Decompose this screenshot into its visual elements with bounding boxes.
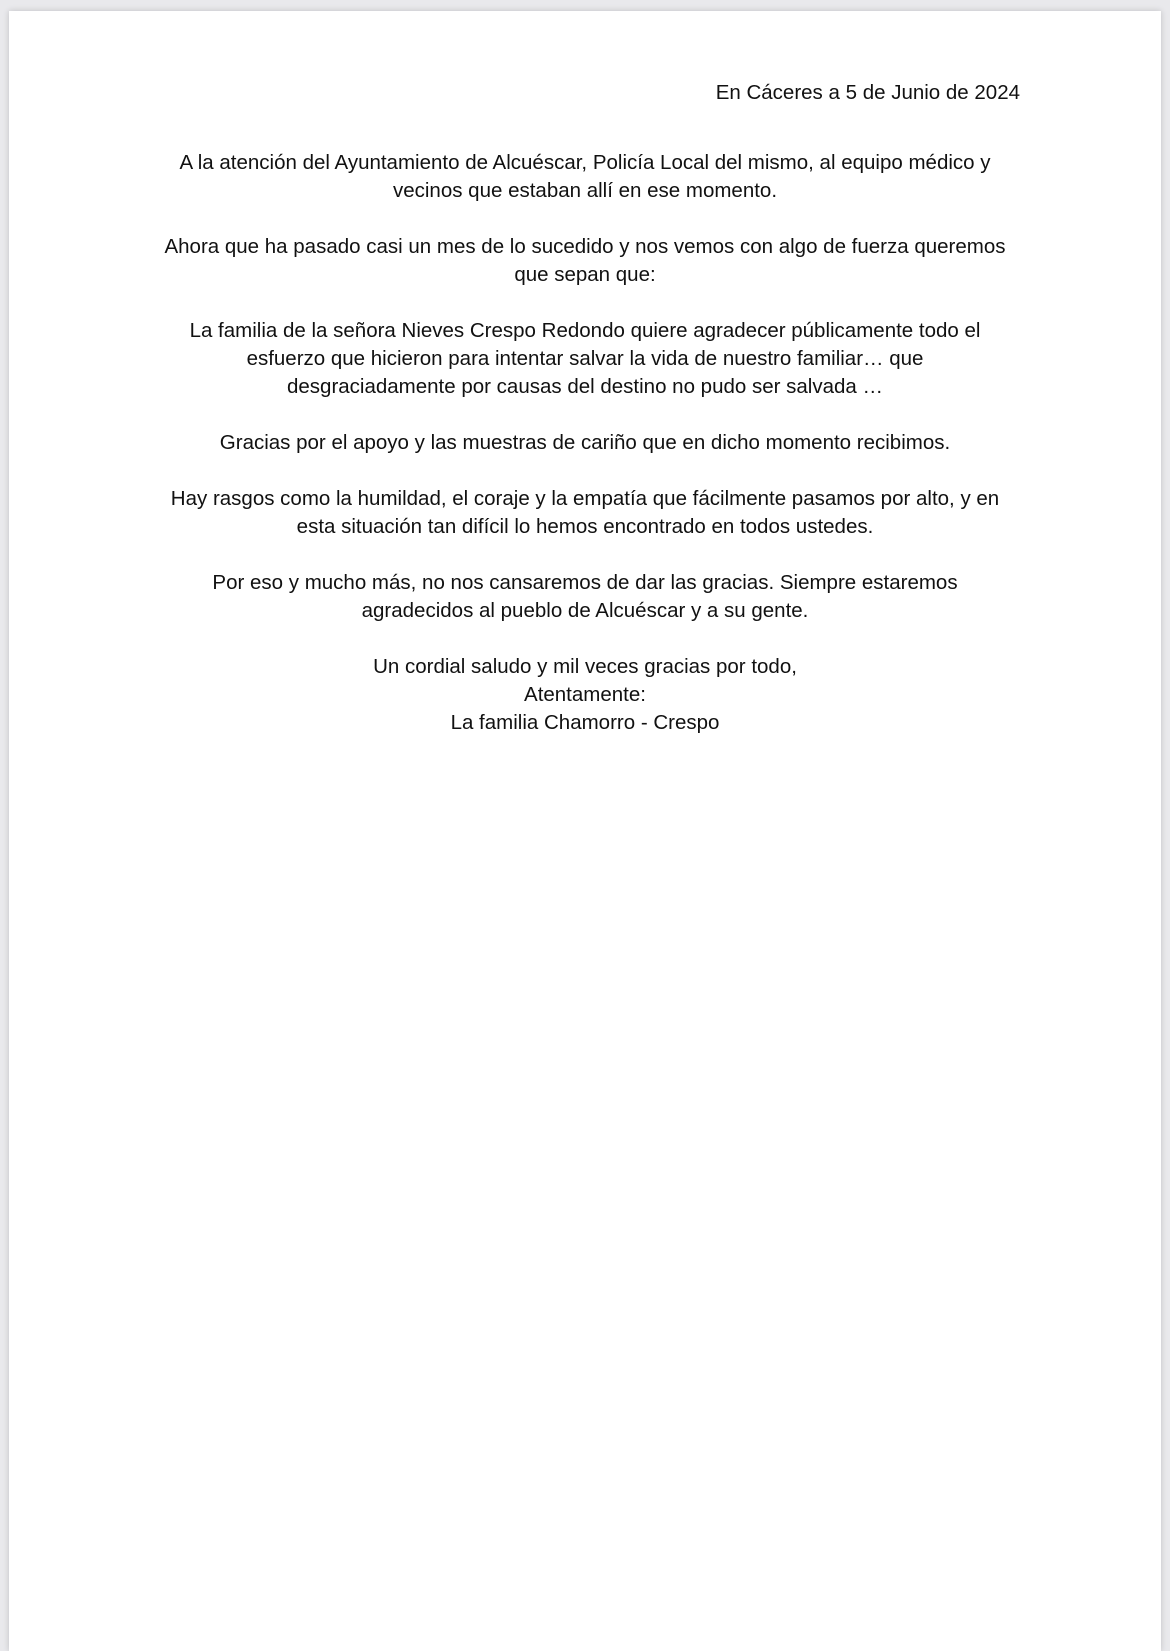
text-line: Ahora que ha pasado casi un mes de lo sucedido y nos vemos con algo de fuerza queremos	[164, 235, 1006, 258]
letter-date: En Cáceres a 5 de Junio de 2024	[715, 81, 1020, 104]
text-line: Por eso y mucho más, no nos cansaremos de dar las gracias. Siempre estaremos	[212, 571, 958, 594]
text-line: Hay rasgos como la humildad, el coraje y la empatía que fácilmente pasamos por alto, y en	[170, 487, 1000, 510]
paragraph-addressee	[145, 149, 1025, 205]
text-line: esta situación tan difícil lo hemos encontrado en todos ustedes.	[296, 515, 874, 538]
closing-signature: La familia Chamorro - Crespo	[450, 711, 720, 734]
paragraph-thanks	[145, 429, 1025, 457]
text-line: La familia de la señora Nieves Crespo Redondo quiere agradecer públicamente todo el	[189, 319, 981, 342]
closing-greeting: Un cordial saludo y mil veces gracias por todo,	[373, 655, 797, 678]
paragraph-intro	[145, 233, 1025, 289]
closing-sign-off: Atentamente:	[524, 683, 646, 706]
text-line: A la atención del Ayuntamiento de Alcuéscar, Policía Local del mismo, al equipo médico y	[179, 151, 991, 174]
text-line: desgraciadamente por causas del destino no pudo ser salvada …	[286, 375, 883, 398]
paragraph-gratitude	[145, 317, 1025, 401]
letter-body	[145, 149, 1025, 737]
paragraph-final-thanks	[145, 569, 1025, 625]
document-page	[9, 11, 1161, 1651]
text-line: esfuerzo que hicieron para intentar salvar la vida de nuestro familiar… que	[246, 347, 924, 370]
text-line: que sepan que:	[514, 263, 656, 286]
text-line: Gracias por el apoyo y las muestras de cariño que en dicho momento recibimos.	[219, 431, 951, 454]
closing-block	[145, 653, 1025, 737]
text-line: vecinos que estaban allí en ese momento.	[392, 179, 778, 202]
text-line: agradecidos al pueblo de Alcuéscar y a su gente.	[361, 599, 809, 622]
paragraph-traits	[145, 485, 1025, 541]
